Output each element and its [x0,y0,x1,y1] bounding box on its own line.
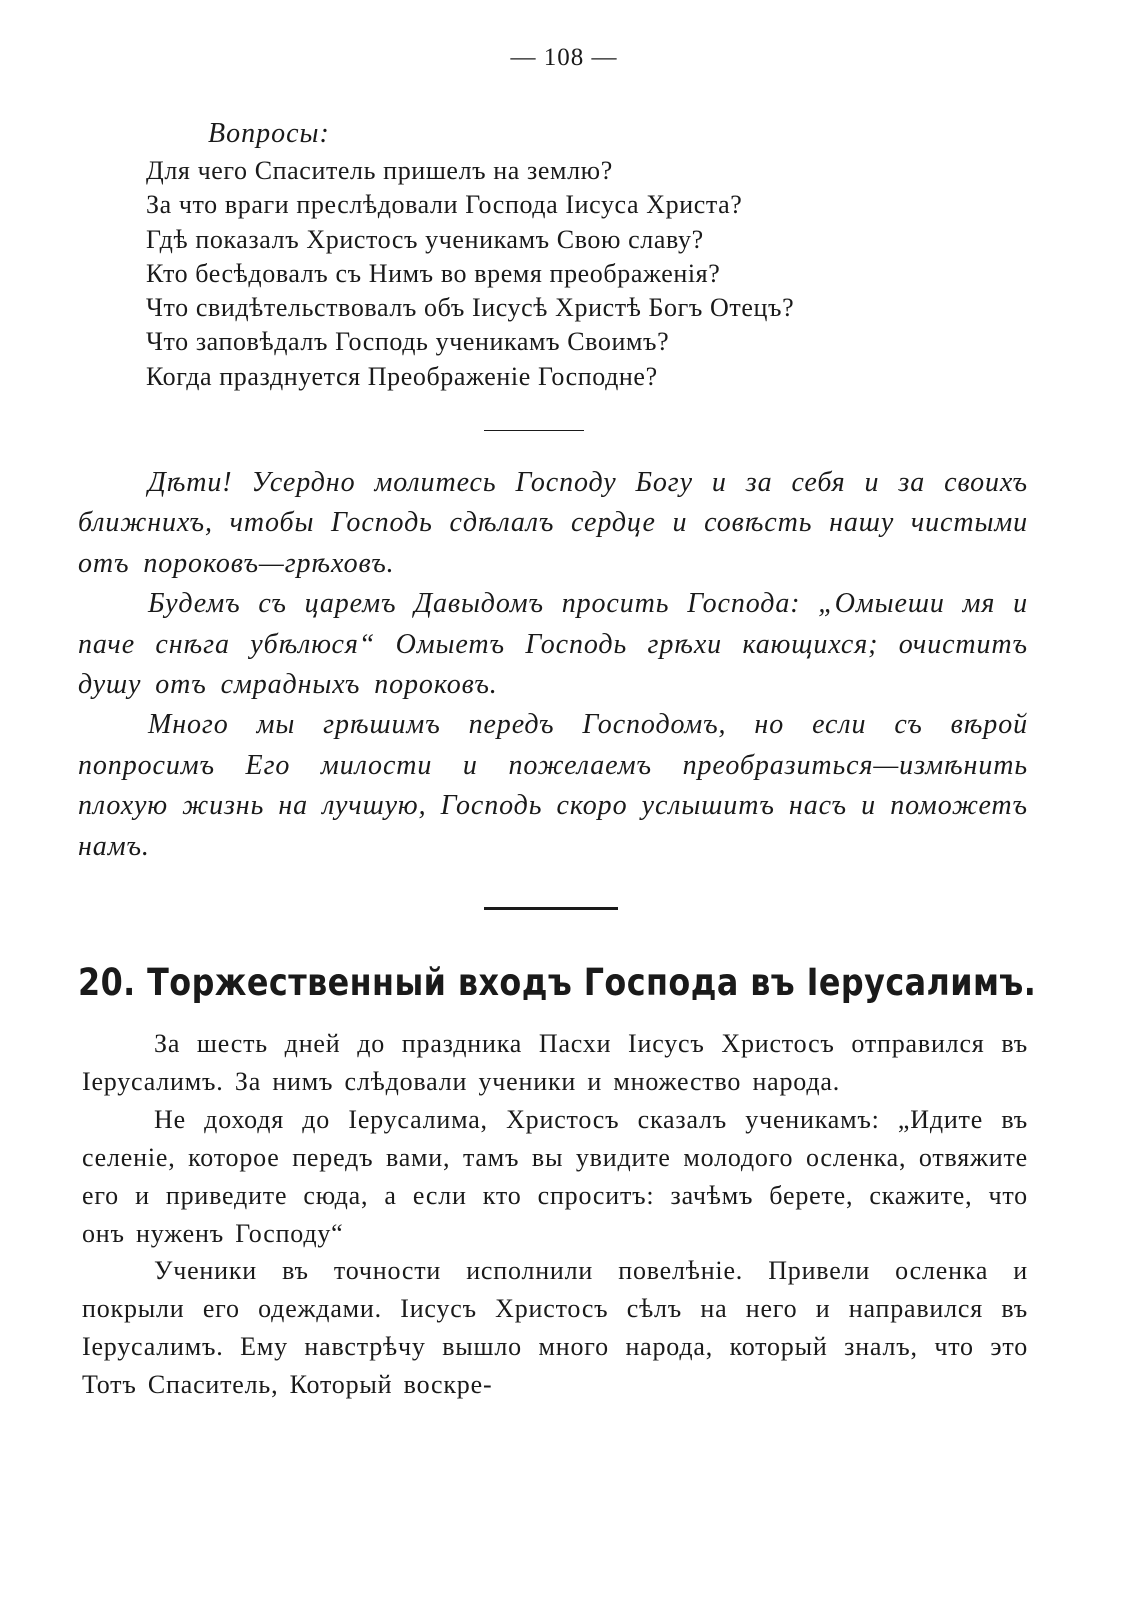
body-paragraph: Не доходя до Іерусалима, Христосъ сказалъ ученикамъ: „Идите въ селеніе, которое передъ вами, тамъ вы увидите молодого осленка, отвяжите его и приведите сюда, а если кто спроситъ: зачѣмъ берете, скажите, что онъ нуженъ Господу“ [82,1104,1028,1248]
page-number: — 108 — [510,44,618,71]
question-item: Кто бесѣдовалъ съ Нимъ во время преображенія? [146,258,721,288]
section-divider-long [484,907,618,910]
section-divider-short [484,430,584,431]
section-body [82,1025,1028,1404]
questions-heading: Вопросы: [208,118,330,149]
body-paragraph: Ученики въ точности исполнили повелѣніе. Привели осленка и покрыли его одеждами. Іисусъ Христосъ сѣлъ на него и направился въ Іерусалимъ. Ему навстрѣчу вышло много народа, который зналъ, что это Тотъ Спаситель, Который воскре- [82,1256,1028,1400]
body-paragraph: За шесть дней до праздника Пасхи Іисусъ Христосъ отправился въ Іерусалимъ. За нимъ слѣдовали ученики и множество народа. [82,1029,1028,1096]
exhortation-block [78,463,1028,867]
question-item: Когда празднуется Преображеніе Господне? [146,361,658,391]
question-item: За что враги преслѣдовали Господа Іисуса Христа? [146,190,743,220]
question-item: Что свидѣтельствовалъ объ Іисусѣ Христѣ Богъ Отецъ? [146,293,795,323]
question-item: Гдѣ показалъ Христосъ ученикамъ Свою славу? [146,224,704,254]
questions-block [146,114,1046,394]
section-title: 20. Торжественный входъ Господа въ Іерусалимъ. [78,961,1037,1004]
questions-list [146,154,1046,394]
question-item: Что заповѣдалъ Господь ученикамъ Своимъ? [146,327,670,357]
exhortation-paragraph: Дѣти! Усердно молитесь Господу Богу и за себя и за своихъ ближнихъ, чтобы Господь сдѣлалъ сердце и совѣсть нашу чистыми отъ пороковъ—грѣховъ. [78,467,1028,579]
exhortation-paragraph: Будемъ съ царемъ Давыдомъ просить Господа: „Омыеши мя и паче снѣга убѣлюся“ Омыетъ Господь грѣхи кающихся; очиститъ душу отъ смрадныхъ пороковъ. [78,588,1028,701]
exhortation-paragraph: Много мы грѣшимъ передъ Господомъ, но если съ вѣрой попросимъ Его милости и пожелаемъ преобразиться—измѣнить плохую жизнь на лучшую, Господь скоро услышитъ насъ и поможетъ намъ. [78,709,1028,862]
question-item: Для чего Спаситель пришелъ на землю? [146,156,613,185]
